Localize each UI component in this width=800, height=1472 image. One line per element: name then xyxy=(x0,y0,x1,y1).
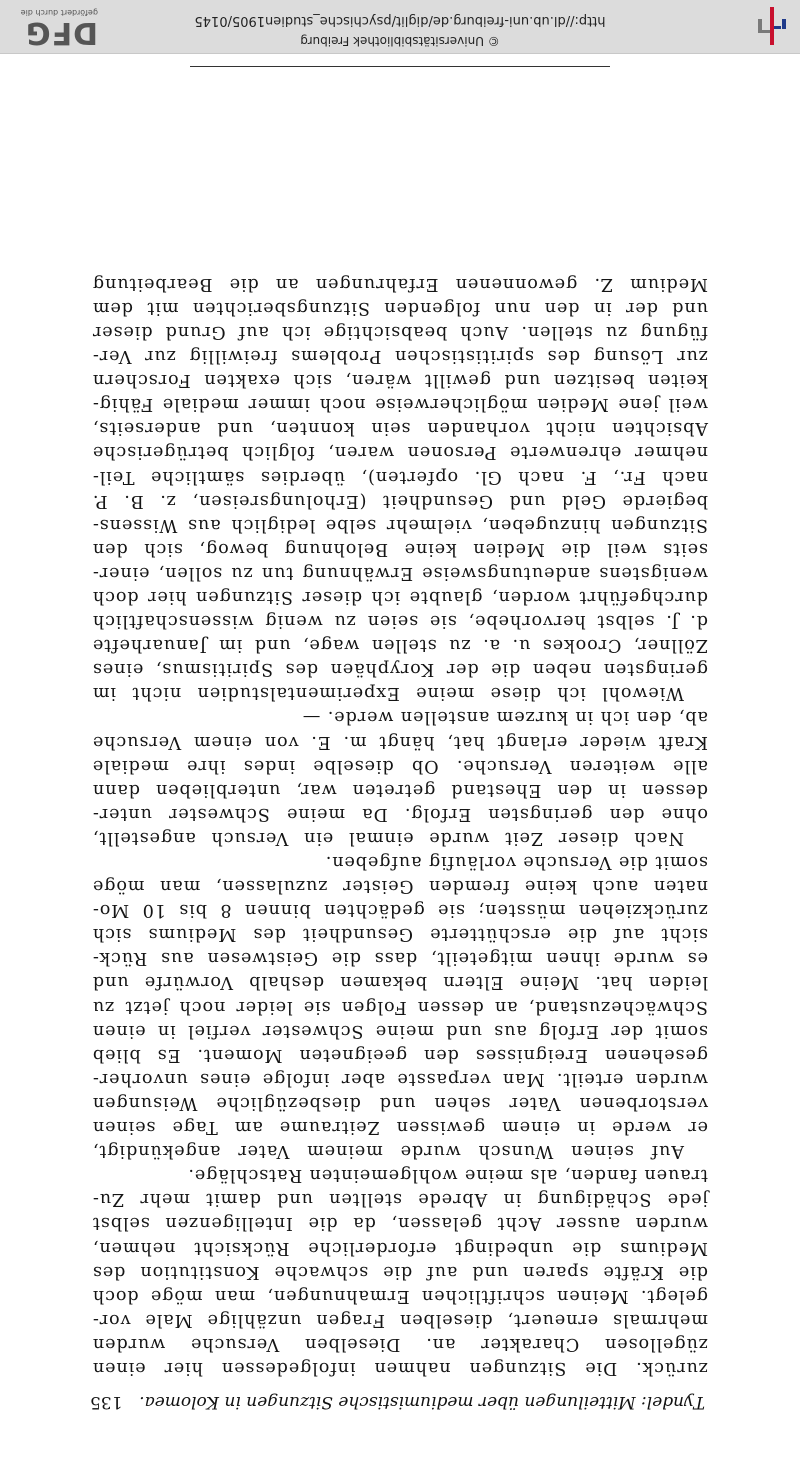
text-line: begierde Geld und Gesundheit (Erholungsreisen, z. B. P. xyxy=(92,490,708,511)
text-line: nehmer ehrenwerte Personen waren, folglich betrügerische xyxy=(92,442,708,463)
text-line: keiten besitzen und gewillt wären, sich exakten Forschern xyxy=(92,370,708,391)
page-number: 135 xyxy=(90,1392,123,1412)
ub-freiburg-logo-icon[interactable] xyxy=(752,5,792,47)
text-line: alle weiteren Versuche. Ob dieselbe indes ihre mediale xyxy=(92,755,708,776)
text-line: seits weil die Medien keine Belohnung bewog, sich den xyxy=(92,538,708,559)
text-line: geringsten neben die der Koryphäen des Spiritismus, eines xyxy=(92,659,708,680)
source-url-link[interactable]: http://dl.ub.uni-freiburg.de/diglit/psychische_studien1905/0145 xyxy=(194,13,606,28)
text-line: Schwächezustand, an dessen Folgen sie leider noch jetzt zu xyxy=(92,996,708,1017)
text-line: leiden hat. Meine Eltern bekamen deshalb Vorwürfe und xyxy=(92,972,708,993)
text-line: mehrmals erneuert, dieselben Fragen unzählige Male vor- xyxy=(92,1309,708,1330)
text-line: nach Fr., F. nach Gl. opferten), überdies sämtliche Teil- xyxy=(92,466,708,487)
text-line: er werde in einem gewissen Zeitraume am Tage seinen xyxy=(92,1117,708,1138)
text-line: Sitzungen hinzugeben, vielmehr selbe lediglich aus Wissens- xyxy=(92,514,708,535)
text-line: zurückziehen müssten; sie gedächten binnen 8 bis 10 Mo- xyxy=(92,900,708,921)
text-line: fügung zu stellen. Auch beabsichtige ich auf Grund dieser xyxy=(92,321,708,342)
text-line: d. J. selbst hervorhebe, sie seien zu wenig wissenschaftlich xyxy=(92,611,708,632)
text-line: gesehenen Ereignisses den geeigneten Moment. Es blieb xyxy=(92,1044,708,1065)
text-line: Mediums die unbedingt erforderliche Rücksicht nehmen, xyxy=(92,1237,708,1258)
text-line: trauen fanden, als meine wohlgemeinten Ratschläge. xyxy=(187,1165,708,1186)
text-line: wurden ausser Acht gelassen, da die Intelligenzen selbst xyxy=(92,1213,708,1234)
text-line: weil jene Medien möglicherweise noch immer mediale Fähig- xyxy=(92,394,708,415)
text-line: somit der Erfolg aus und meine Schwester verfiel in einen xyxy=(92,1020,708,1041)
dfg-logo-subtitle: gefördert durch die xyxy=(20,8,98,17)
text-line: wenigstens andeutungsweise Erwähnung tun zu sollen, einer- xyxy=(92,562,708,583)
text-line: zur Lösung des spiritistischen Problems freiwillig zur Ver- xyxy=(92,346,708,367)
copyright-notice: © Universitätsbibliothek Freiburg xyxy=(300,34,500,48)
text-line: durchgeführt worden, glaubte ich dieser Sitzungen hier doch xyxy=(92,587,708,607)
text-line: und der in den nun folgenden Sitzungsberichten mit dem xyxy=(92,297,708,318)
text-line: zügellosen Charakter an. Dieselben Versuche wurden xyxy=(92,1333,708,1354)
text-line: gelegt. Meinen schriftlichen Ermahnungen, man möge doch xyxy=(92,1285,708,1306)
viewer-footer xyxy=(0,0,800,54)
text-line: die Kräfte sparen und auf die schwache Konstitution des xyxy=(92,1261,708,1282)
text-line: sicht auf die erschütterte Gesundheit des Mediums sich xyxy=(92,924,708,945)
text-line: Auf seinen Wunsch wurde meinem Vater angekündigt, xyxy=(92,1141,684,1162)
text-line: zurück. Die Sitzungen nahmen infolgedessen hier einen xyxy=(92,1358,708,1378)
text-line: Medium Z. gewonnenen Erfahrungen an die Bearbeitung xyxy=(92,273,708,294)
text-line: Kraft wieder erlangt hat, hängt m. E. von einem Versuche xyxy=(92,731,708,752)
text-line: jede Schädigung in Abrede stellten und damit mehr Zu- xyxy=(92,1189,708,1210)
text-line: ohne den geringsten Erfolg. Da meine Schwester unter- xyxy=(92,803,708,824)
text-line: naten auch keine fremden Geister zuzulassen, man möge xyxy=(92,876,708,897)
text-line: wurden erteilt. Man verpasste aber infolge eines unvorher- xyxy=(92,1068,708,1089)
text-line: Nach dieser Zeit wurde einmal ein Versuch angestellt, xyxy=(92,827,684,848)
text-line: es wurde ihnen mitgeteilt, dass die Geistwesen aus Rück- xyxy=(92,948,708,969)
text-line: Zöllner, Crookes u. a. zu stellen wage, und im Januarhefte xyxy=(92,635,708,656)
footer-rule xyxy=(190,66,610,67)
text-line: Absichten nicht vorhanden sein konnten, und anderseits, xyxy=(92,418,708,439)
text-line: Wiewohl ich diese meine Experimentalstudien nicht im xyxy=(92,683,684,704)
dfg-logo[interactable] xyxy=(6,5,98,50)
dfg-logo-mark: DFG xyxy=(24,15,98,50)
text-line: verstorbenen Vater sehen und diesbezügliche Weisungen xyxy=(92,1092,708,1113)
text-line: somit die Versuche vorläufig aufgeben. xyxy=(324,852,708,873)
text-line: dessen in den Ehestand getreten war, unterblieben dann xyxy=(92,779,708,800)
text-line: ab, den ich in kurzem anstellen werde. — xyxy=(301,707,708,728)
running-head: Tyndel: Mitteilungen über mediumistische Sitzungen in Kolomea. xyxy=(139,1392,705,1412)
body-text xyxy=(92,272,708,1380)
page-header xyxy=(90,1392,705,1412)
